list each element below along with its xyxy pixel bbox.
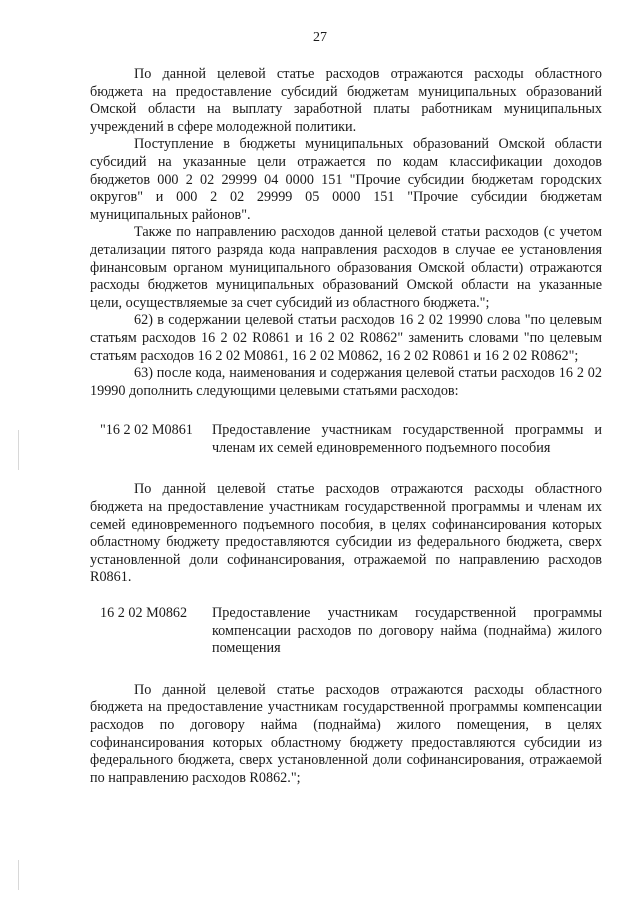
scan-artifact-line	[18, 860, 19, 890]
entry-description: По данной целевой статье расходов отражаются расходы областного бюджета на предоставление участникам государственной программы компенсации расходов по договору найма (поднайма) жилого помещения, в целях софинансирования которых областному бюджету предоставляются субсидии из федерального бюджета, сверх установленной доли софинансирования, отражаемой по направлению расходов R0862.";	[90, 681, 602, 786]
budget-code-name: Предоставление участникам государственной программы и членам их семей единовременного подъемного пособия	[212, 422, 602, 456]
scan-artifact-line	[18, 430, 19, 470]
paragraph: 62) в содержании целевой статьи расходов 16 2 02 19990 слова "по целевым статьям расходов 16 2 02 R0861 и 16 2 02 R0862" заменить словами "по целевым статьям расходов 16 2 02 M0861, 16 2 02 M0862, 16 2 02 R0861 и 16 2 02 R0862";	[90, 312, 602, 364]
budget-code: "16 2 02 M0861	[100, 422, 193, 439]
page-number: 27	[313, 30, 327, 45]
paragraph: Также по направлению расходов данной целевой статьи расходов (с учетом детализации пятого разряда кода направления расходов в случае ее установления финансовым органом муниципального образования Омской области) отражаются расходы бюджетов муниципальных образований Омской области на указанные цели, осуществляемые за счет субсидий из областного бюджета.";	[90, 224, 602, 311]
paragraph: 63) после кода, наименования и содержания целевой статьи расходов 16 2 02 19990 дополнить следующими целевыми статьями расходов:	[90, 365, 602, 399]
paragraph: Поступление в бюджеты муниципальных образований Омской области субсидий на указанные цели отражается по кодам классификации доходов бюджетов 000 2 02 29999 04 0000 151 "Прочие субсидии бюджетам городских округов" и 000 2 02 29999 05 0000 151 "Прочие субсидии бюджетам муниципальных районов".	[90, 136, 602, 223]
budget-code-name: Предоставление участникам государственной программы компенсации расходов по договору найма (поднайма) жилого помещения	[212, 605, 602, 657]
entry-description: По данной целевой статье расходов отражаются расходы областного бюджета на предоставление участникам государственной программы и членам их семей единовременного подъемного пособия, в целях софинансирования которых областному бюджету предоставляются субсидии из федерального бюджета, сверх установленной доли софинансирования, отражаемой по направлению расходов R0861.	[90, 481, 602, 586]
budget-code-entry	[90, 422, 602, 457]
budget-code: 16 2 02 M0862	[100, 605, 188, 622]
document-body	[90, 66, 602, 787]
paragraph: По данной целевой статье расходов отражаются расходы областного бюджета на предоставление субсидий бюджетам муниципальных образований Омской области на выплату заработной платы работникам муниципальных учреждений в сфере молодежной политики.	[90, 66, 602, 135]
budget-code-entry	[90, 605, 602, 658]
